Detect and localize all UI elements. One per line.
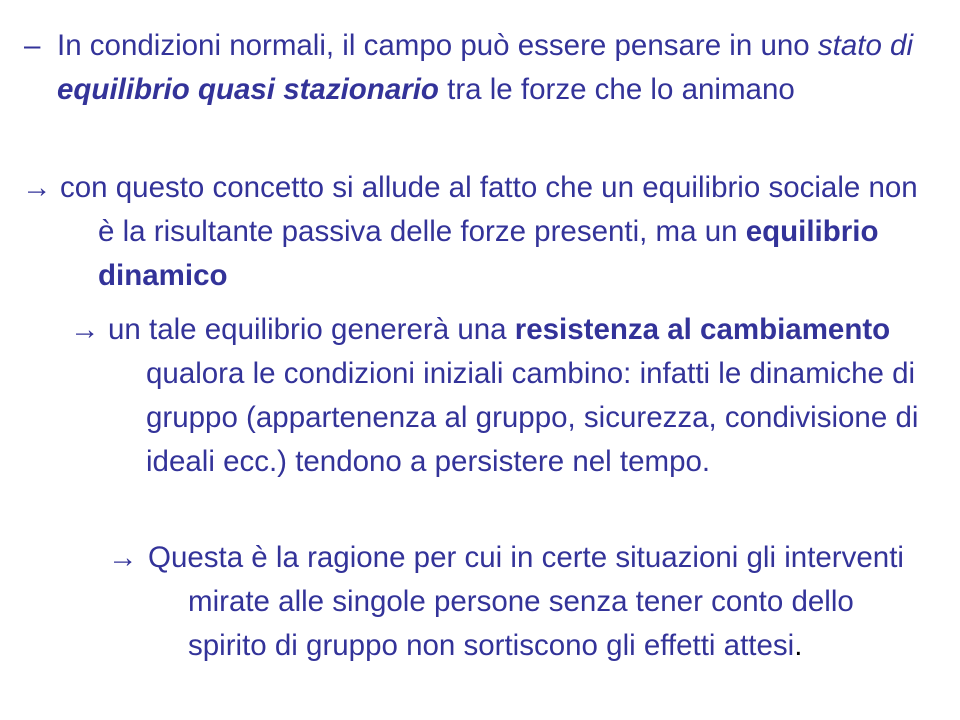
text-segment: un tale equilibrio genererà una — [108, 313, 515, 346]
text-segment-italic: stato di — [817, 29, 914, 62]
text-segment-bold: resistenza al cambiamento — [514, 313, 891, 346]
text-segment-bold-italic: equilibrio quasi stazionario — [57, 73, 439, 106]
text-segment: con questo concetto si allude al fatto che un equilibrio sociale non è la risultante passiva delle forze presenti, ma un — [60, 171, 918, 248]
bullet-level-3 — [70, 308, 928, 484]
bullet-level-3-text: → un tale equilibrio genererà una resistenza al cambiamento qualora le condizioni iniziali cambino: infatti le dinamiche di gruppo (appartenenza al gruppo, sicurezza, condivisione di ideali ecc.) tendono a persistere nel tempo. — [70, 313, 919, 478]
bullet-level-2-text: → con questo concetto si allude al fatto che un equilibrio sociale non è la risultante passiva delle forze presenti, ma un equilibrio dinamico — [22, 171, 918, 292]
bullet-level-2 — [22, 166, 920, 298]
dash-marker: – — [24, 29, 41, 62]
text-segment: tra le forze che lo animano — [438, 73, 795, 106]
bullet-level-1-text — [24, 24, 924, 112]
bullet-level-4 — [108, 536, 938, 668]
text-segment-bold: equilibrio dinamico — [98, 215, 879, 292]
text-segment: In condizioni normali, il campo può essere pensare in uno — [57, 29, 818, 62]
bullet-level-1 — [24, 24, 924, 112]
final-period: . — [794, 629, 803, 662]
text-segment: qualora le condizioni iniziali cambino: infatti le dinamiche di gruppo (appartenenza al gruppo, sicurezza, condivisione di ideali ecc.) tendono a persistere nel tempo. — [146, 357, 919, 478]
text-segment: Questa è la ragione per cui in certe situazioni gli interventi mirate alle singole persone senza tener conto dello spirito di gruppo non sortiscono gli effetti attesi — [148, 541, 904, 662]
bullet-level-4-text: → Questa è la ragione per cui in certe situazioni gli interventi mirate alle singole persone senza tener conto dello spirito di gruppo non sortiscono gli effetti attesi. — [108, 541, 904, 662]
